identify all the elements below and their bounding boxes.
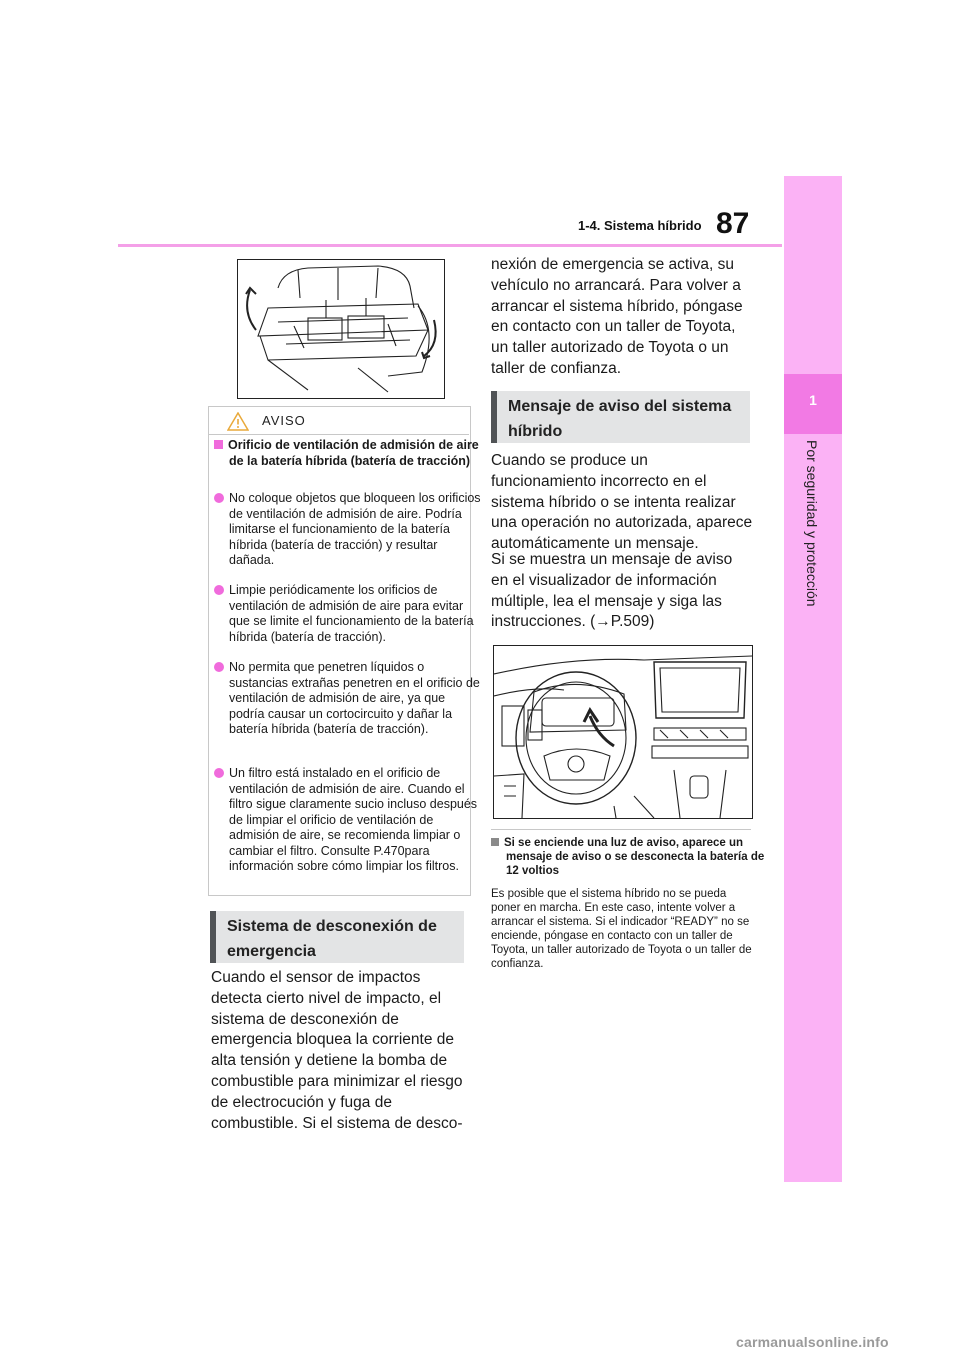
warning-title: AVISO — [262, 413, 306, 428]
warning-item — [214, 491, 481, 569]
chapter-number: 1 — [809, 392, 817, 408]
warning-item-text: Un filtro está instalado en el orificio de ventilación de admisión de aire. Cuando el filtro sigue claramente sucio incluso después de limpiar el orificio de ventilación de admisión de aire, se recomienda limpiar o cambiar el filtro. Consulte P.470para información sobre cómo limpiar los filtros. — [229, 766, 478, 873]
chapter-title — [784, 440, 842, 690]
rear-seat-vent-illustration — [237, 259, 445, 399]
bullet-dot-icon — [214, 662, 224, 672]
bullet-dot-icon — [214, 585, 224, 595]
section-heading-text: Mensaje de aviso del sistema híbrido — [508, 398, 732, 440]
warning-divider — [208, 434, 469, 435]
bullet-dot-icon — [214, 493, 224, 503]
bullet-dot-icon — [214, 768, 224, 778]
square-bullet-icon — [491, 838, 499, 846]
emergency-paragraph-end: nexión de emergencia se activa, su vehículo no arrancará. Para volver a arrancar el sistema híbrido, póngase en contacto con un taller de Toyota, un taller autorizado de Toyota o un taller de confianza. — [491, 256, 743, 377]
dashboard-drawing — [494, 646, 752, 818]
section-header: 1-4. Sistema híbrido — [578, 218, 702, 233]
warning-item — [214, 766, 481, 875]
header-rule — [118, 244, 782, 247]
section-heading-text: Sistema de desconexión de emergencia — [227, 918, 437, 960]
emergency-paragraph-start: Cuando el sensor de impactos detecta cierto nivel de impacto, el sistema de desconexión de emergencia bloquea la corriente de alta tensión y detiene la bomba de combustible para minimizar el riesgo de electrocución y fuga de combustible. Si el sistema de desco- — [211, 969, 463, 1132]
warning-item-text: No permita que penetren líquidos o sustancias extrañas penetren en el orificio de ventilación de admisión de aire, ya que podría causar un cortocircuito y dañar la batería híbrida (batería de tracción). — [229, 660, 480, 736]
dashboard-illustration — [493, 645, 753, 819]
section-heading-warning-message — [491, 391, 750, 443]
warning-item — [214, 660, 481, 738]
rear-seat-vent-drawing — [238, 260, 444, 398]
page-number: 87 — [716, 207, 750, 240]
subsection-heading-text: Si se enciende una luz de aviso, aparece un mensaje de aviso o se desconecta la batería de 12 voltios — [504, 837, 765, 877]
warning-item-text: No coloque objetos que bloqueen los orificios de ventilación de admisión de aire. Podría limitarse el funcionamiento de la batería híbrida (batería de tracción) y resultar dañada. — [229, 491, 481, 567]
chapter-title-text: Por seguridad y protección — [804, 440, 820, 607]
subsection-body: Es posible que el sistema híbrido no se pueda poner en marcha. En este caso, intente volver a arrancar el sistema. Si el indicador “READY” no se enciende, póngase en contacto con un taller de Toyota, un taller autorizado de Toyota o un taller de confianza. — [491, 888, 752, 970]
subsection-divider — [491, 829, 751, 830]
warning-item-text: Limpie periódicamente los orificios de ventilación de admisión de aire para evitar que se limite el funcionamiento de la batería híbrida (batería de tracción). — [229, 583, 474, 644]
warning-message-paragraph: Si se muestra un mensaje de aviso en el visualizador de información múltiple, lea el mensaje y siga las instrucciones. (→P.509) — [491, 551, 733, 631]
section-heading-emergency — [210, 911, 464, 963]
square-bullet-icon — [214, 440, 223, 449]
warning-message-paragraph: Cuando se produce un funcionamiento incorrecto en el sistema híbrido o se intenta realizar una operación no autorizada, aparece automáticamente un mensaje. — [491, 452, 753, 553]
warning-heading-text: Orificio de ventilación de admisión de aire de la batería híbrida (batería de tracción) — [228, 438, 479, 468]
warning-heading — [214, 438, 479, 469]
warning-triangle-icon — [227, 412, 249, 436]
subsection-heading — [491, 836, 766, 878]
warning-item — [214, 583, 481, 645]
watermark: carmanualsonline.info — [736, 1334, 889, 1350]
